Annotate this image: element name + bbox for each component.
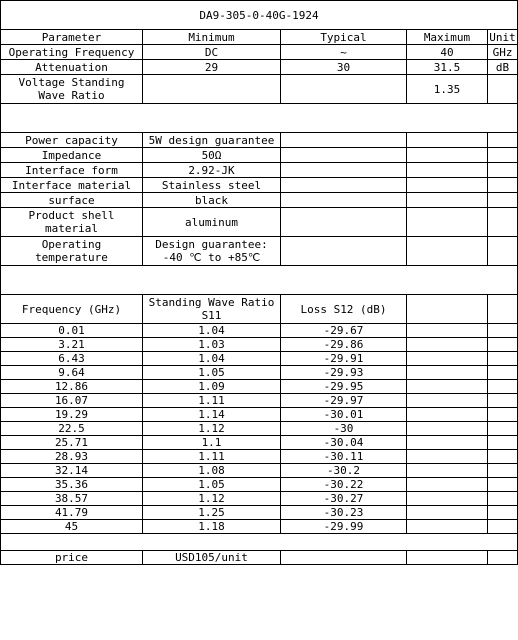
frequency-cell: 28.93 bbox=[1, 450, 143, 464]
table-row bbox=[1, 338, 518, 352]
header-vswr: Standing Wave Ratio S11 bbox=[143, 295, 281, 324]
header-loss: Loss S12 (dB) bbox=[281, 295, 407, 324]
property-row bbox=[1, 208, 518, 237]
property-value: 50Ω bbox=[143, 148, 281, 163]
table-row bbox=[1, 366, 518, 380]
vswr-cell: 1.05 bbox=[143, 366, 281, 380]
table-row bbox=[1, 324, 518, 338]
vswr-cell: 1.04 bbox=[143, 324, 281, 338]
property-value: 2.92-JK bbox=[143, 163, 281, 178]
property-name: Interface form bbox=[1, 163, 143, 178]
frequency-cell: 19.29 bbox=[1, 408, 143, 422]
spacer-row bbox=[1, 266, 518, 295]
spec-parameter: Attenuation bbox=[1, 60, 143, 75]
spec-unit: dB bbox=[488, 60, 518, 75]
frequency-cell: 38.57 bbox=[1, 492, 143, 506]
header-maximum: Maximum bbox=[407, 30, 488, 45]
spec-unit: GHz bbox=[488, 45, 518, 60]
property-row bbox=[1, 178, 518, 193]
loss-cell: -29.97 bbox=[281, 394, 407, 408]
table-row bbox=[1, 520, 518, 534]
spec-typical: ~ bbox=[281, 45, 407, 60]
frequency-cell: 35.36 bbox=[1, 478, 143, 492]
table-row bbox=[1, 380, 518, 394]
header-unit: Unit bbox=[489, 30, 516, 44]
frequency-cell: 0.01 bbox=[1, 324, 143, 338]
property-name: Power capacity bbox=[1, 133, 143, 148]
frequency-cell: 16.07 bbox=[1, 394, 143, 408]
spec-row bbox=[1, 75, 518, 104]
spacer-row bbox=[1, 104, 518, 133]
price-value: USD105/unit bbox=[143, 551, 281, 565]
header-parameter: Parameter bbox=[1, 30, 143, 45]
frequency-cell: 12.86 bbox=[1, 380, 143, 394]
table-row bbox=[1, 408, 518, 422]
table-row bbox=[1, 478, 518, 492]
spec-maximum: 40 bbox=[407, 45, 488, 60]
spec-parameter: Voltage Standing Wave Ratio bbox=[1, 75, 143, 104]
loss-cell: -29.86 bbox=[281, 338, 407, 352]
property-value: Design guarantee: -40 ℃ to +85℃ bbox=[143, 237, 281, 266]
price-label: price bbox=[1, 551, 143, 565]
loss-cell: -29.67 bbox=[281, 324, 407, 338]
spec-typical bbox=[281, 75, 407, 104]
table-row bbox=[1, 506, 518, 520]
property-row bbox=[1, 237, 518, 266]
loss-cell: -29.95 bbox=[281, 380, 407, 394]
table-row bbox=[1, 464, 518, 478]
loss-cell: -30.22 bbox=[281, 478, 407, 492]
vswr-cell: 1.05 bbox=[143, 478, 281, 492]
vswr-cell: 1.11 bbox=[143, 450, 281, 464]
spec-row bbox=[1, 45, 518, 60]
loss-cell: -30.11 bbox=[281, 450, 407, 464]
loss-cell: -30 bbox=[281, 422, 407, 436]
frequency-cell: 9.64 bbox=[1, 366, 143, 380]
loss-cell: -29.99 bbox=[281, 520, 407, 534]
property-value: Stainless steel bbox=[143, 178, 281, 193]
vswr-cell: 1.11 bbox=[143, 394, 281, 408]
table-row bbox=[1, 422, 518, 436]
loss-cell: -30.23 bbox=[281, 506, 407, 520]
table-row bbox=[1, 492, 518, 506]
loss-cell: -29.91 bbox=[281, 352, 407, 366]
frequency-cell: 45 bbox=[1, 520, 143, 534]
property-name: Product shell material bbox=[1, 208, 143, 237]
spec-minimum bbox=[143, 75, 281, 104]
spec-typical: 30 bbox=[281, 60, 407, 75]
loss-cell: -30.27 bbox=[281, 492, 407, 506]
vswr-cell: 1.09 bbox=[143, 380, 281, 394]
loss-cell: -30.01 bbox=[281, 408, 407, 422]
spec-maximum: 1.35 bbox=[407, 75, 488, 104]
vswr-cell: 1.18 bbox=[143, 520, 281, 534]
loss-cell: -29.93 bbox=[281, 366, 407, 380]
vswr-cell: 1.03 bbox=[143, 338, 281, 352]
header-minimum: Minimum bbox=[143, 30, 281, 45]
frequency-cell: 6.43 bbox=[1, 352, 143, 366]
document-title: DA9-305-0-40G-1924 bbox=[1, 1, 518, 30]
property-value: aluminum bbox=[143, 208, 281, 237]
header-typical: Typical bbox=[281, 30, 407, 45]
spec-minimum: DC bbox=[143, 45, 281, 60]
frequency-cell: 22.5 bbox=[1, 422, 143, 436]
property-row bbox=[1, 163, 518, 178]
frequency-cell: 3.21 bbox=[1, 338, 143, 352]
property-name: Impedance bbox=[1, 148, 143, 163]
spacer-row bbox=[1, 534, 518, 551]
vswr-cell: 1.12 bbox=[143, 492, 281, 506]
spec-minimum: 29 bbox=[143, 60, 281, 75]
table-row bbox=[1, 450, 518, 464]
vswr-cell: 1.25 bbox=[143, 506, 281, 520]
frequency-cell: 32.14 bbox=[1, 464, 143, 478]
loss-cell: -30.04 bbox=[281, 436, 407, 450]
property-name: Operating temperature bbox=[1, 237, 143, 266]
header-frequency: Frequency (GHz) bbox=[1, 295, 143, 324]
table-row bbox=[1, 352, 518, 366]
price-row bbox=[1, 551, 518, 565]
table-row bbox=[1, 394, 518, 408]
property-row bbox=[1, 193, 518, 208]
vswr-cell: 1.04 bbox=[143, 352, 281, 366]
frequency-cell: 41.79 bbox=[1, 506, 143, 520]
table-row bbox=[1, 436, 518, 450]
frequency-cell: 25.71 bbox=[1, 436, 143, 450]
property-row bbox=[1, 148, 518, 163]
property-name: Interface material bbox=[1, 178, 143, 193]
spec-parameter: Operating Frequency bbox=[1, 45, 143, 60]
vswr-cell: 1.08 bbox=[143, 464, 281, 478]
property-row bbox=[1, 133, 518, 148]
vswr-cell: 1.14 bbox=[143, 408, 281, 422]
loss-cell: -30.2 bbox=[281, 464, 407, 478]
property-value: black bbox=[143, 193, 281, 208]
spec-row bbox=[1, 60, 518, 75]
spec-unit bbox=[488, 75, 518, 104]
spec-maximum: 31.5 bbox=[407, 60, 488, 75]
vswr-cell: 1.1 bbox=[143, 436, 281, 450]
property-name: surface bbox=[1, 193, 143, 208]
vswr-cell: 1.12 bbox=[143, 422, 281, 436]
property-value: 5W design guarantee bbox=[143, 133, 281, 148]
